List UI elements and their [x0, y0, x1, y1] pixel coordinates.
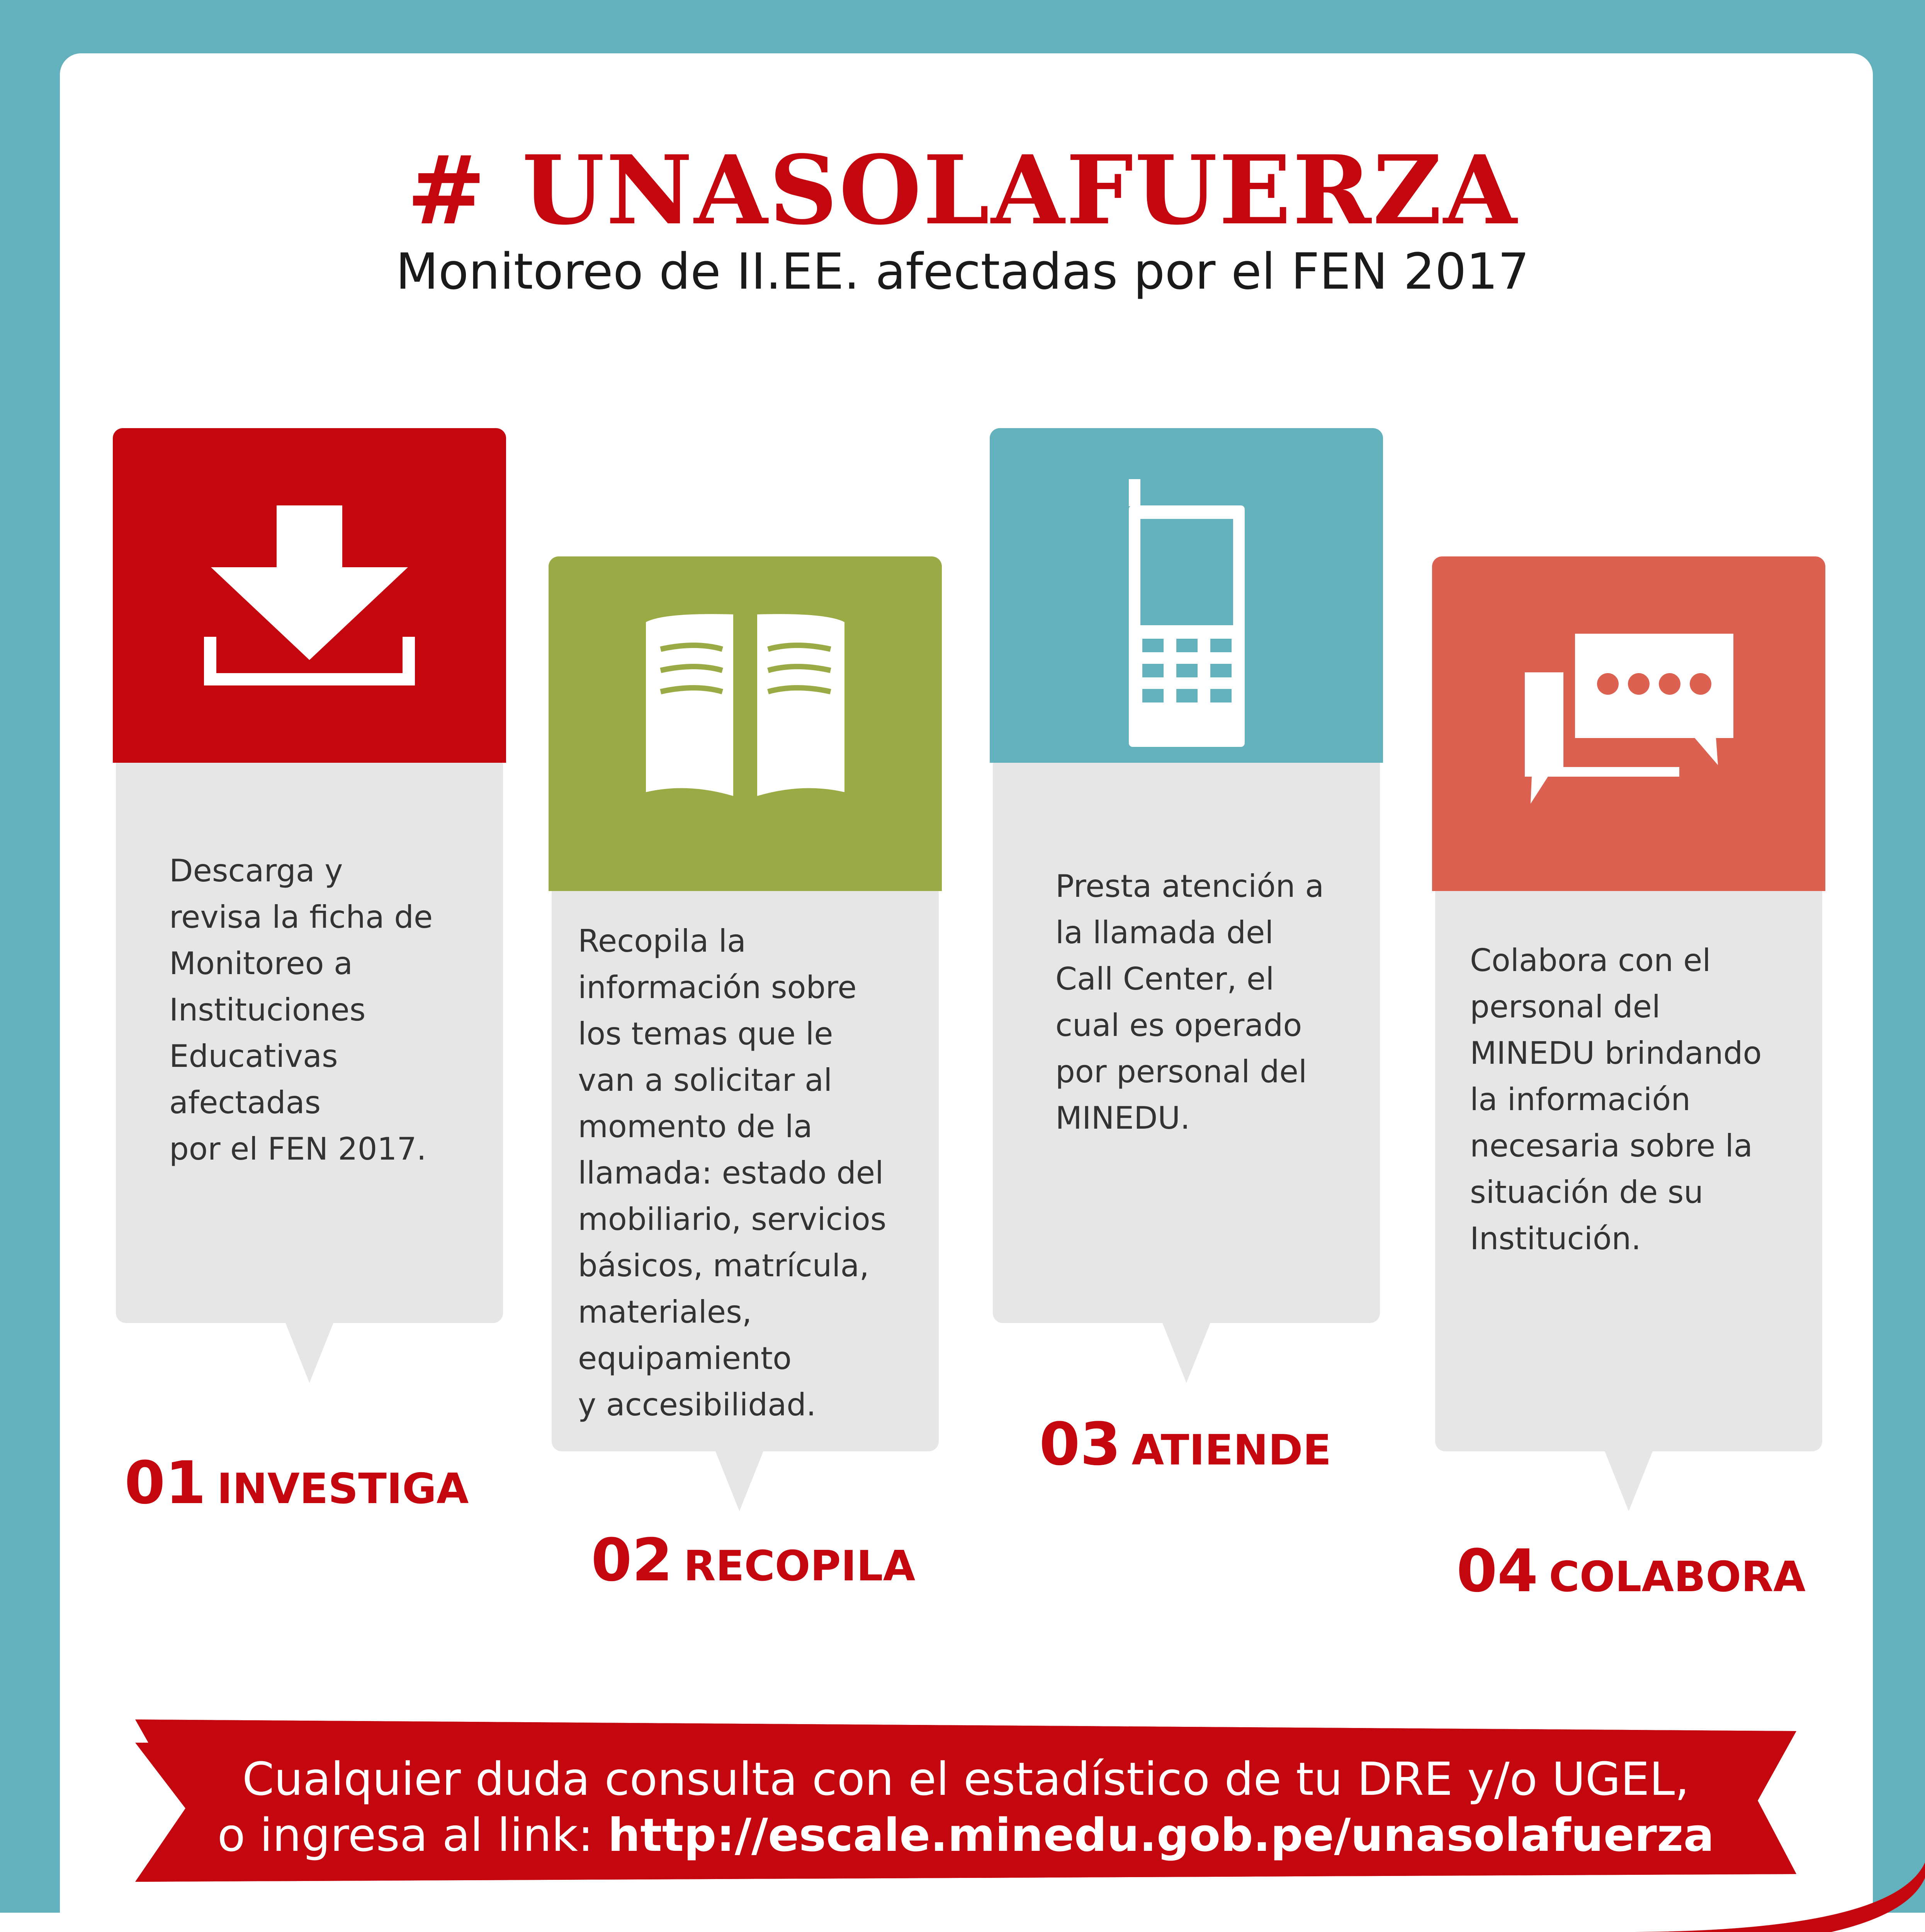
step-02-header — [549, 556, 942, 891]
step-03-body — [993, 763, 1380, 1323]
step-04-word: COLABORA — [1549, 1553, 1806, 1601]
chat-bubbles-icon — [1432, 556, 1825, 891]
hashtag-title: # UNASOLAFUERZA — [406, 134, 1519, 246]
banner-line-2-prefix: o ingresa al link: — [217, 1808, 608, 1862]
step-03-number: 03 — [1039, 1410, 1121, 1478]
contact-banner — [135, 1719, 1796, 1882]
step-04-header — [1432, 556, 1825, 891]
step-04-body — [1435, 891, 1822, 1451]
step-01-pointer — [285, 1323, 333, 1383]
step-03-label — [1039, 1410, 1332, 1478]
step-04-label — [1456, 1537, 1806, 1605]
banner-line-2 — [135, 1808, 1796, 1862]
step-02-label — [591, 1526, 916, 1594]
step-02-pointer — [715, 1451, 763, 1511]
step-02-word: RECOPILA — [683, 1542, 916, 1590]
step-01-header — [113, 428, 506, 763]
step-04-number: 04 — [1456, 1537, 1538, 1605]
step-03-header — [990, 428, 1383, 763]
step-03-pointer — [1162, 1323, 1210, 1383]
page-subtitle: Monitoreo de II.EE. afectadas por el FEN 2017 — [396, 243, 1529, 301]
step-03-description: Presta atención a la llamada del Call Center, el cual es operado por personal del MINEDU. — [1055, 868, 1324, 1136]
step-02-number: 02 — [591, 1526, 673, 1594]
step-01-label — [124, 1449, 469, 1517]
step-01-description: Descarga y revisa la ficha de Monitoreo a Instituciones Educativas afectadas por el FEN 2017. — [169, 853, 433, 1167]
book-icon — [549, 556, 942, 891]
banner-line-1: Cualquier duda consulta con el estadístico de tu DRE y/o UGEL, — [242, 1752, 1689, 1806]
unasolafuerza-link[interactable]: http://escale.minedu.gob.pe/unasolafuerza — [608, 1808, 1714, 1862]
step-01-number: 01 — [124, 1449, 206, 1517]
step-02-description: Recopila la información sobre los temas que le van a solicitar al momento de la llamada: estado del mobiliario, servicios básicos, matrícula, materiales, equipamiento y accesibilidad. — [578, 923, 887, 1423]
step-02-body — [552, 891, 939, 1451]
step-01-word: INVESTIGA — [217, 1465, 469, 1513]
step-03-word: ATIENDE — [1132, 1426, 1332, 1475]
step-04-description: Colabora con el personal del MINEDU brindando la información necesaria sobre la situación de su Institución. — [1470, 942, 1762, 1257]
download-icon — [113, 428, 506, 763]
mobile-phone-icon — [990, 428, 1383, 763]
step-04-pointer — [1605, 1451, 1653, 1511]
step-01-body — [116, 763, 503, 1323]
